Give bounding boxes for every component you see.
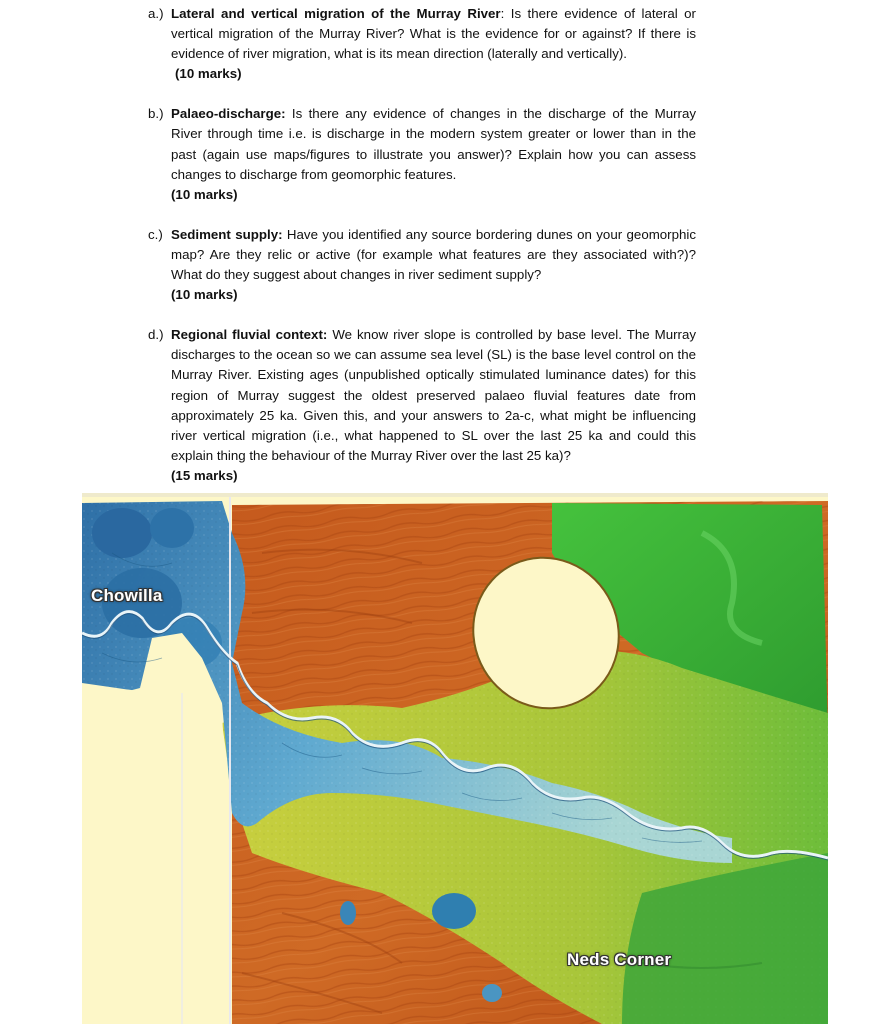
map-label-chowilla: Chowilla xyxy=(91,586,163,605)
question-a-title: Lateral and vertical migration of the Murray River xyxy=(171,6,501,21)
question-d-letter: d.) xyxy=(148,327,164,343)
question-d-marks: (15 marks) xyxy=(171,467,238,483)
question-d-body: We know river slope is controlled by base level. The Murray discharges to the ocean so we can assume sea level (SL) is the base level control on the Murray River. Existing ages (unpublished optically stimulated luminance dates) for this region of Murray suggest the oldest preserved palaeo fluvial features date from approximately 25 ka. Given this, and your answers to 2a-c, what might be influencing river vertical migration (i.e., what happened to SL over the last 25 ka and could this explain thing the behaviour of the Murray River over the last 25 ka)? xyxy=(171,327,696,463)
dem-map-image xyxy=(82,493,828,1024)
question-c-title: Sediment supply: xyxy=(171,226,283,242)
map-label-neds-corner: Neds Corner xyxy=(567,950,672,969)
question-b-marks: (10 marks) xyxy=(171,186,238,202)
question-b-body: Is there any evidence of changes in the discharge of the Murray River through time i.e. is discharge in the modern system greater or lower than in the past (again use maps/figures to illustrate you answer)? Explain how you can assess changes to discharge from geomorphic features. xyxy=(171,106,696,182)
dem-map-graphic xyxy=(82,493,828,1024)
question-a xyxy=(148,4,696,84)
question-a-letter: a.) xyxy=(148,6,164,21)
question-a-body: : Is there evidence of lateral or vertical migration of the Murray River? What is the evidence for or against? If there is evidence of river migration, what is its mean direction (laterally and vertically). xyxy=(171,6,696,62)
question-d-title: Regional fluvial context: xyxy=(171,327,328,343)
question-c-marks: (10 marks) xyxy=(171,287,238,303)
question-c-letter: c.) xyxy=(148,226,163,242)
question-a-marks: (10 marks) xyxy=(175,66,242,82)
question-b-letter: b.) xyxy=(148,106,164,122)
question-b-title: Palaeo-discharge: xyxy=(171,106,286,122)
question-c-body: Have you identified any source bordering dunes on your geomorphic map? Are they relic or active (for example what features are they associated with?)? What do they suggest about changes in river sediment supply? xyxy=(171,226,697,283)
question-c xyxy=(148,225,696,305)
question-d xyxy=(148,325,696,486)
question-list xyxy=(148,4,696,486)
question-b xyxy=(148,104,696,204)
